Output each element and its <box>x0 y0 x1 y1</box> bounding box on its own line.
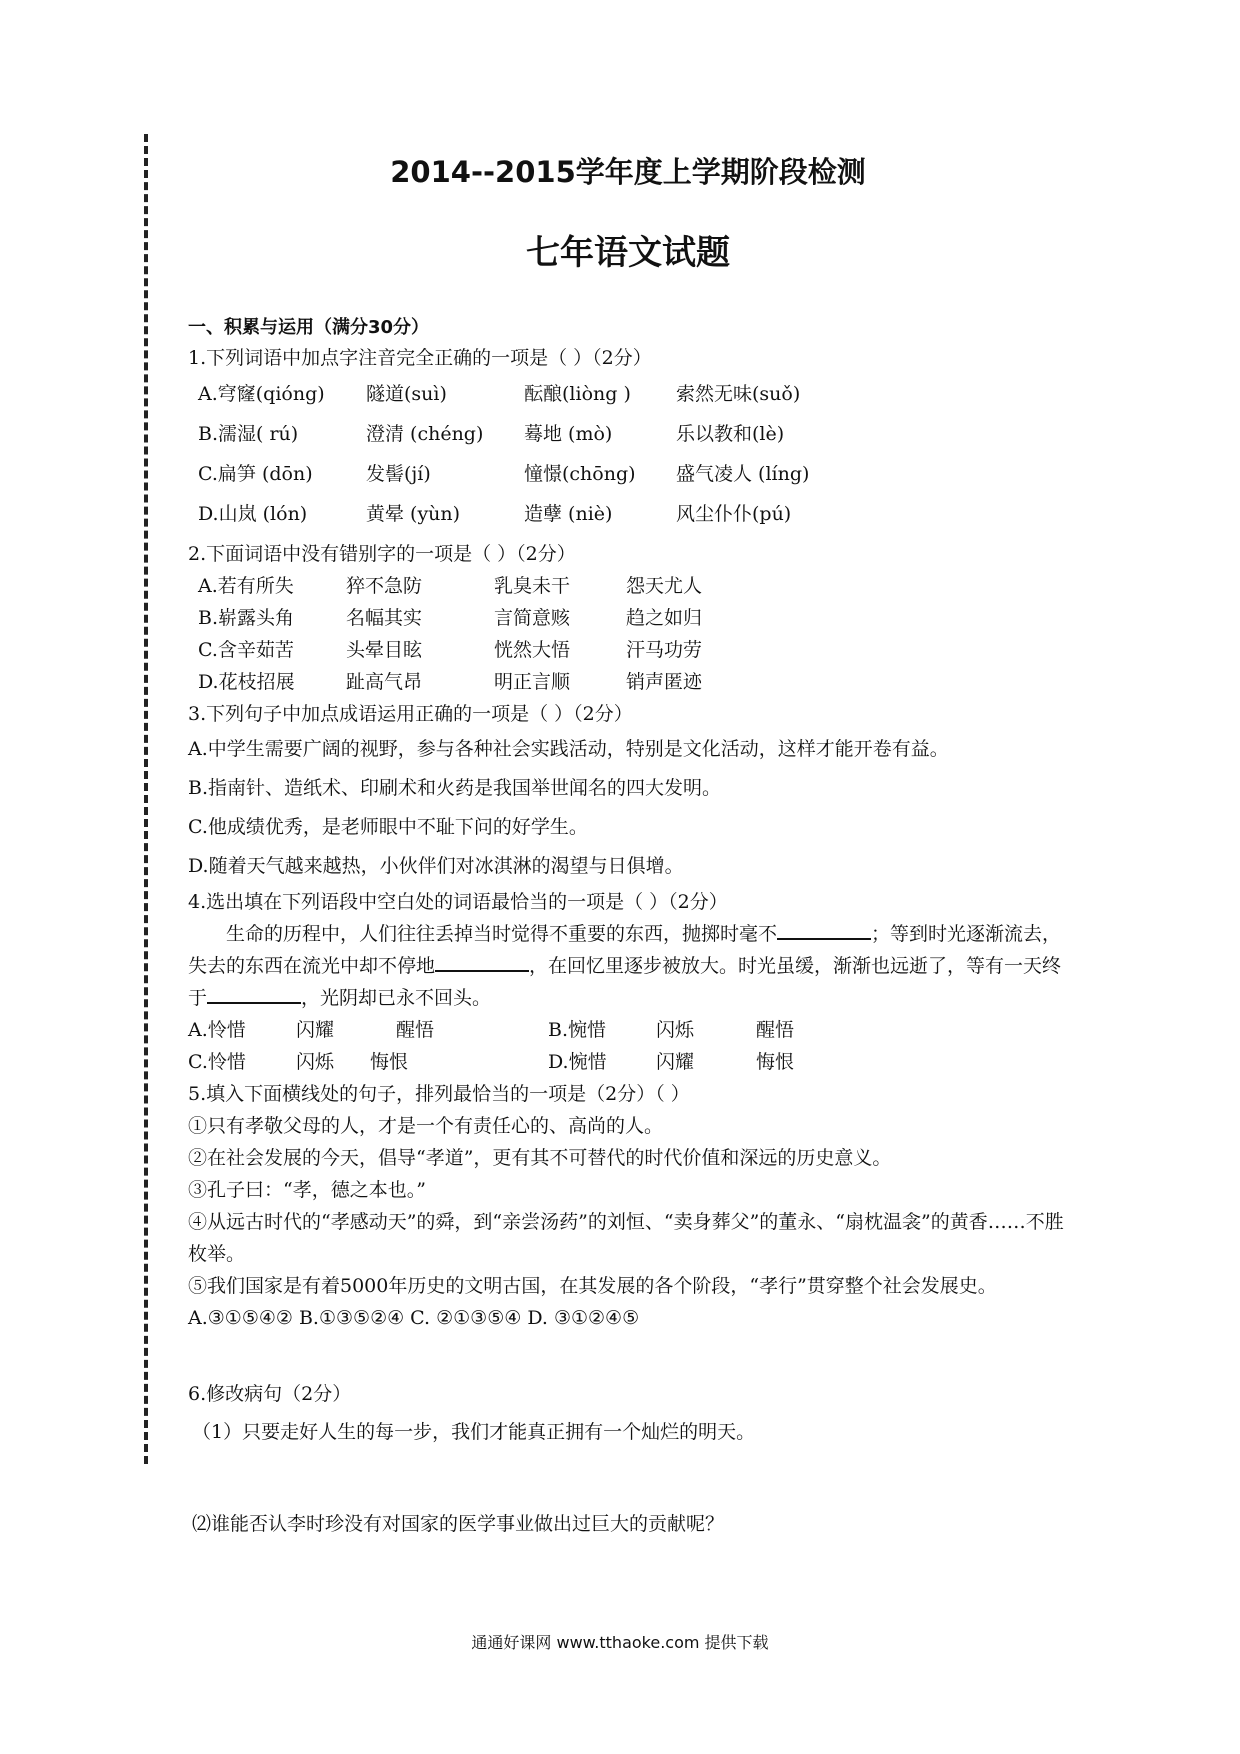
option-item: 酝酿(liòng ) <box>524 383 631 405</box>
option-item: A.若有所失 <box>198 575 294 597</box>
option-item: 发髻(jí) <box>366 463 431 485</box>
question-2-row <box>188 634 1068 666</box>
option-item: 头晕目眩 <box>346 639 423 661</box>
passage-text: ；等到时光逐渐流去，失去的东西在流光中却不停地 <box>188 923 1062 977</box>
question-4-stem: 4.选出填在下列语段中空白处的词语最恰当的一项是（ ）（2分） <box>188 891 728 913</box>
question-3-option: A.中学生需要广阔的视野，参与各种社会实践活动，特别是文化活动，这样才能开卷有益。 <box>188 738 949 760</box>
option-item: 趾高气昂 <box>346 671 423 693</box>
option-item: 明正言顺 <box>494 671 571 693</box>
option-item: C.扁笋 (dōn) <box>198 463 313 485</box>
option-item: A.怜惜 <box>188 1019 246 1041</box>
question-2-row <box>188 666 1068 698</box>
question-6-item: （1）只要走好人生的每一步，我们才能真正拥有一个灿烂的明天。 <box>192 1421 756 1443</box>
option-item: 言简意赅 <box>494 607 571 629</box>
option-item: D.山岚 (lón) <box>198 503 308 525</box>
question-4-options <box>188 1046 1068 1078</box>
binding-dashed-line <box>144 134 148 1464</box>
option-item: 黄晕 (yùn) <box>366 503 461 525</box>
option-item: 悔恨 <box>370 1051 409 1073</box>
option-item: 闪耀 <box>656 1051 695 1073</box>
question-1-row <box>188 494 1068 534</box>
option-item: 澄清 (chéng) <box>366 423 484 445</box>
question-1-stem: 1.下列词语中加点字注音完全正确的一项是（ ）（2分） <box>188 347 652 369</box>
question-5-stem: 5.填入下面横线处的句子，排列最恰当的一项是（2分）（ ） <box>188 1083 690 1105</box>
option-item: 汗马功劳 <box>626 639 703 661</box>
option-item: 醒悟 <box>396 1019 435 1041</box>
exam-title: 2014--2015学年度上学期阶段检测 <box>390 155 866 189</box>
question-4-passage <box>188 918 1068 1014</box>
exam-page <box>188 140 1068 1540</box>
question-2-stem: 2.下面词语中没有错别字的一项是（ ）（2分） <box>188 543 576 565</box>
option-item: D.花枝招展 <box>198 671 295 693</box>
question-5-item: ③孔子曰：“孝，德之本也。” <box>188 1179 426 1201</box>
option-item: 索然无味(suǒ) <box>676 383 801 405</box>
question-3-option: D.随着天气越来越热，小伙伴们对冰淇淋的渴望与日俱增。 <box>188 855 684 877</box>
option-item: 恍然大悟 <box>494 639 571 661</box>
option-item: B.崭露头角 <box>198 607 295 629</box>
question-6-item: ⑵谁能否认李时珍没有对国家的医学事业做出过巨大的贡献呢？ <box>192 1513 725 1535</box>
option-item: 乐以教和(lè) <box>676 423 785 445</box>
passage-text: 生命的历程中，人们往往丢掉当时觉得不重要的东西，抛掷时毫不 <box>226 923 778 945</box>
option-item: 趋之如归 <box>626 607 703 629</box>
option-item: 盛气凌人 (líng) <box>676 463 810 485</box>
question-5-item: ④从远古时代的“孝感动天”的舜，到“亲尝汤药”的刘恒、“卖身葬父”的董永、“扇枕温衾”的黄香……不胜枚举。 <box>188 1211 1064 1265</box>
question-3-option: C.他成绩优秀，是老师眼中不耻下问的好学生。 <box>188 816 588 838</box>
question-5-item: ②在社会发展的今天，倡导“孝道”，更有其不可替代的时代价值和深远的历史意义。 <box>188 1147 892 1169</box>
option-item: D.惋惜 <box>548 1051 607 1073</box>
question-1-row <box>188 414 1068 454</box>
question-5-answers: A.③①⑤④② B.①③⑤②④ C. ②①③⑤④ D. ③①②④⑤ <box>188 1307 640 1329</box>
section-heading: 一、积累与运用（满分30分） <box>188 317 430 338</box>
passage-text: ，在回忆里逐步被放大。时光虽缓，渐渐也远逝了，等有一天终于 <box>188 955 1062 1009</box>
option-item: 醒悟 <box>756 1019 795 1041</box>
option-item: 乳臭未干 <box>494 575 571 597</box>
option-item: 憧憬(chōng) <box>524 463 636 485</box>
option-item: C.含辛茹苦 <box>198 639 294 661</box>
option-item: 销声匿迹 <box>626 671 703 693</box>
question-3-stem: 3.下列句子中加点成语运用正确的一项是（ ）（2分） <box>188 703 633 725</box>
question-6-stem: 6.修改病句（2分） <box>188 1383 352 1405</box>
option-item: 悔恨 <box>756 1051 795 1073</box>
option-item: B.濡湿( rú) <box>198 423 299 445</box>
question-2-row <box>188 602 1068 634</box>
fill-blank <box>207 982 301 1004</box>
option-item: 风尘仆仆(pú) <box>676 503 792 525</box>
option-item: 闪烁 <box>296 1051 335 1073</box>
option-item: A.穹窿(qióng) <box>198 383 325 405</box>
option-item: 怨天尤人 <box>626 575 703 597</box>
question-5-item: ⑤我们国家是有着5000年历史的文明古国，在其发展的各个阶段，“孝行”贯穿整个社会发展史。 <box>188 1275 997 1297</box>
option-item: 名幅其实 <box>346 607 423 629</box>
option-item: 隧道(suì) <box>366 383 447 405</box>
fill-blank <box>435 950 529 972</box>
option-item: 猝不急防 <box>346 575 423 597</box>
question-4-options <box>188 1014 1068 1046</box>
passage-text: ，光阴却已永不回头。 <box>301 987 492 1009</box>
question-1-row <box>188 374 1068 414</box>
question-5-item: ①只有孝敬父母的人，才是一个有责任心的、高尚的人。 <box>188 1115 664 1137</box>
question-3-option: B.指南针、造纸术、印刷术和火药是我国举世闻名的四大发明。 <box>188 777 722 799</box>
option-item: 造孽 (niè) <box>524 503 613 525</box>
exam-subtitle: 七年语文试题 <box>526 233 730 273</box>
option-item: 蓦地 (mò) <box>524 423 613 445</box>
option-item: C.怜惜 <box>188 1051 246 1073</box>
option-item: B.惋惜 <box>548 1019 607 1041</box>
footer-download-note: 通通好课网 www.tthaoke.com 提供下载 <box>471 1633 769 1652</box>
option-item: 闪烁 <box>656 1019 695 1041</box>
question-1-row <box>188 454 1068 494</box>
option-item: 闪耀 <box>296 1019 335 1041</box>
fill-blank <box>777 918 871 940</box>
question-2-row <box>188 570 1068 602</box>
